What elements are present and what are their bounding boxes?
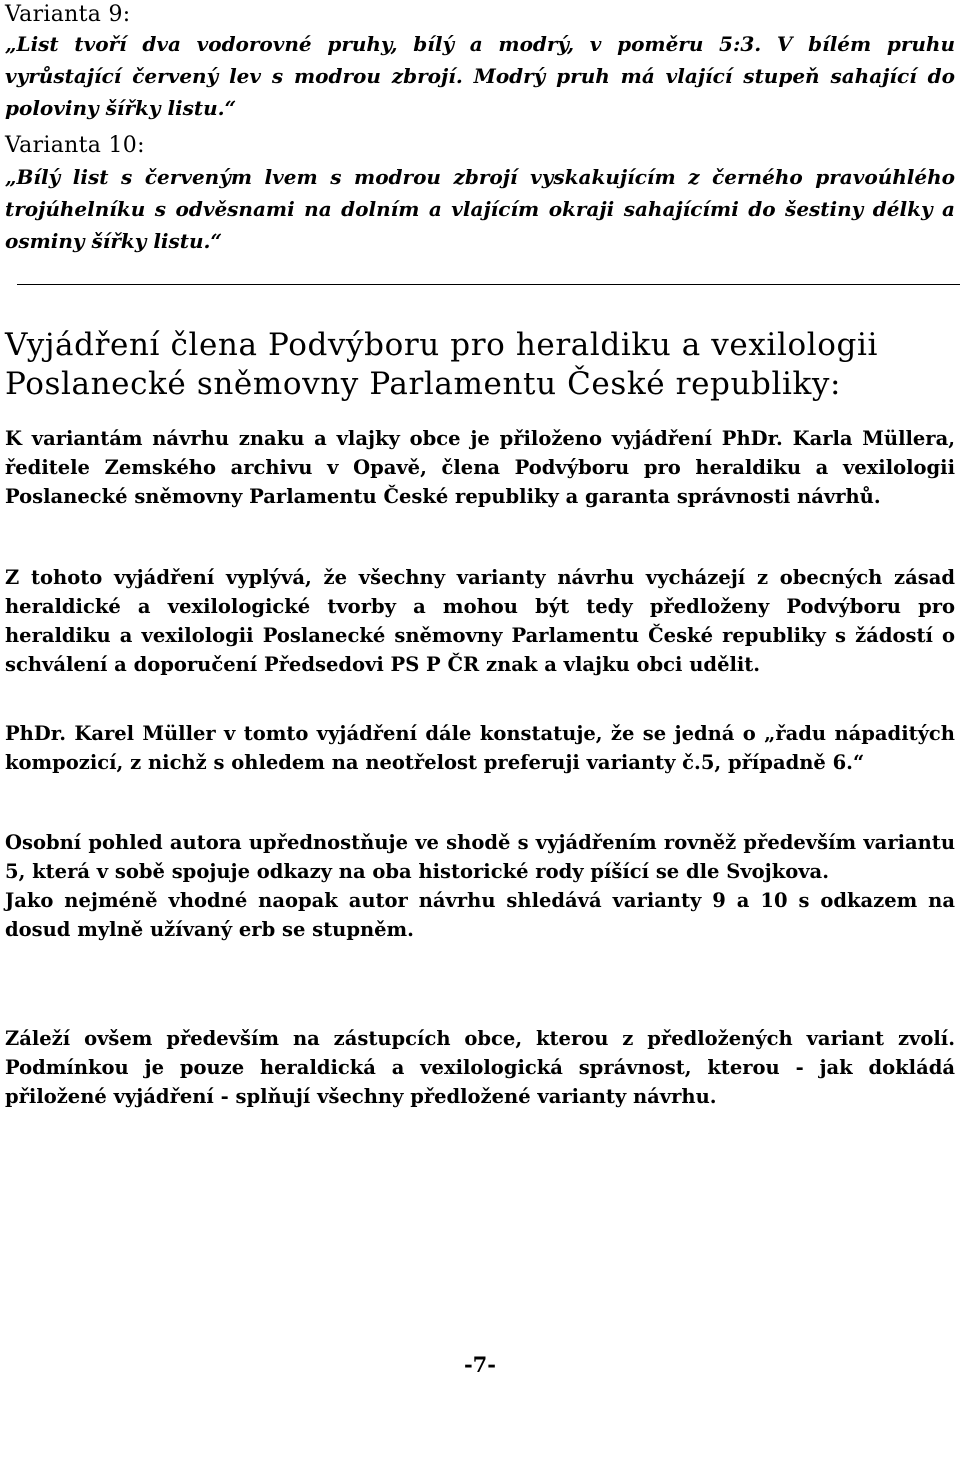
variant-10-description: „Bílý list s červeným lvem s modrou zbrojí vyskakujícím z černého pravoúhlého trojúhelníku s odvěsnami na dolním a vlajícím okraji sahajícími do šestiny délky a osminy šířky listu.“ [5, 165, 955, 253]
statement-paragraph-3: PhDr. Karel Müller v tomto vyjádření dále konstatuje, že se jedná o „řadu nápaditých kompozicí, z nichž s ohledem na neotřelost preferuji varianty č.5, případně 6.“ [5, 722, 955, 774]
author-opinion-paragraph: Osobní pohled autora upřednostňuje ve shodě s vyjádřením rovněž především variantu 5, která v sobě spojuje odkazy na oba historické rody píšící se dle Svojkova. Jako nejméně vhodné naopak autor návrhu shledává varianty 9 a 10 s odkazem na dosud mylně užívaný erb se stupněm. [5, 831, 955, 941]
variant-10-label: Varianta 10: [5, 133, 145, 158]
statement-paragraph-1: K variantám návrhu znaku a vlajky obce je přiloženo vyjádření PhDr. Karla Müllera, ředitele Zemského archivu v Opavě, člena Podvýboru pro heraldiku a vexilologii Poslanecké sněmovny Parlamentu České republiky a garanta správnosti návrhů. [5, 427, 955, 508]
closing-paragraph: Záleží ovšem především na zástupcích obce, kterou z předložených variant zvolí. Podmínkou je pouze heraldická a vexilologická správnost, kterou - jak dokládá přiložené vyjádření - splňují všechny předložené varianty návrhu. [5, 1027, 955, 1108]
statement-paragraph-2: Z tohoto vyjádření vyplývá, že všechny varianty návrhu vycházejí z obecných zásad heraldické a vexilologické tvorby a mohou být tedy předloženy Podvýboru pro heraldiku a vexilologii Poslanecké sněmovny Parlamentu České republiky s žádostí o schválení a doporučení Předsedovi PS P ČR znak a vlajku obci udělit. [5, 566, 955, 676]
variant-9-label: Varianta 9: [5, 2, 131, 27]
page-number: -7- [463, 1352, 497, 1377]
variant-9-description: „List tvoří dva vodorovné pruhy, bílý a modrý, v poměru 5:3. V bílém pruhu vyrůstající červený lev s modrou zbrojí. Modrý pruh má vlající stupeň sahající do poloviny šířky listu.“ [5, 32, 955, 120]
horizontal-divider [17, 284, 960, 285]
statement-heading: Vyjádření člena Podvýboru pro heraldiku a vexilologii Poslanecké sněmovny Parlamentu České republiky: [5, 327, 878, 402]
